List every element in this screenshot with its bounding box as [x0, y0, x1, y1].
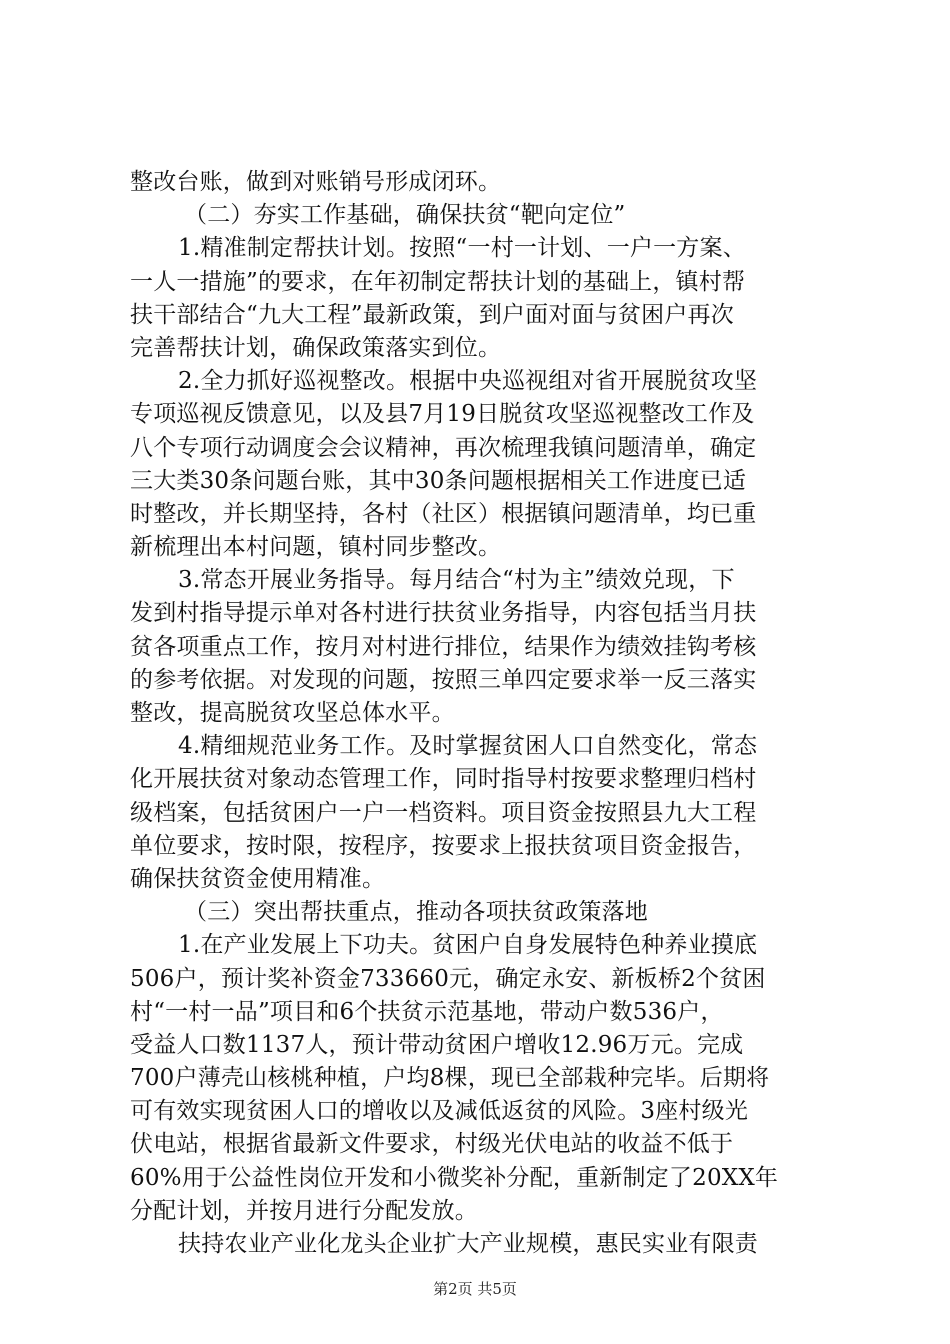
paragraph-line: 506户，预计奖补资金733660元，确定永安、新板桥2个贫困 [130, 965, 766, 992]
paragraph-line: 60%用于公益性岗位开发和小微奖补分配，重新制定了20XX年 [130, 1164, 779, 1191]
paragraph-line: 4.精细规范业务工作。及时掌握贫困人口自然变化，常态 [178, 733, 758, 760]
paragraph-line: 发到村指导提示单对各村进行扶贫业务指导，内容包括当月扶 [130, 600, 757, 627]
paragraph-line: 三大类30条问题台账，其中30条问题根据相关工作进度已适 [130, 467, 747, 494]
paragraph-line: 受益人口数1137人，预计带动贫困户增收12.96万元。完成 [130, 1031, 744, 1058]
paragraph-line: 专项巡视反馈意见，以及县7月19日脱贫攻坚巡视整改工作及 [130, 401, 755, 428]
paragraph-line: 新梳理出本村问题，镇村同步整改。 [130, 534, 502, 561]
paragraph-line: 的参考依据。对发现的问题，按照三单四定要求举一反三落实 [130, 666, 757, 693]
paragraph-line: 完善帮扶计划，确保政策落实到位。 [130, 334, 502, 361]
paragraph-line: 700户薄壳山核桃种植，户均8棵，现已全部栽种完毕。后期将 [130, 1065, 770, 1092]
paragraph-line: 扶持农业产业化龙头企业扩大产业规模，惠民实业有限责 [178, 1231, 758, 1257]
paragraph-line: 村“一村一品”项目和6个扶贫示范基地，带动户数536户， [130, 998, 724, 1025]
section-heading-line: （三）突出帮扶重点，推动各项扶贫政策落地 [184, 899, 648, 926]
section-heading-line: （二）夯实工作基础，确保扶贫“靶向定位” [184, 202, 626, 229]
paragraph-line: 单位要求，按时限，按程序，按要求上报扶贫项目资金报告， [130, 832, 757, 859]
paragraph-line: 化开展扶贫对象动态管理工作，同时指导村按要求整理归档村 [130, 766, 757, 793]
paragraph-line: 伏电站，根据省最新文件要求，村级光伏电站的收益不低于 [130, 1131, 734, 1158]
paragraph-line: 3.常态开展业务指导。每月结合“村为主”绩效兑现，下 [178, 567, 735, 594]
paragraph-line: 八个专项行动调度会会议精神，再次梳理我镇问题清单，确定 [130, 434, 757, 461]
paragraph-line: 扶干部结合“九大工程”最新政策，到户面对面与贫困户再次 [130, 301, 734, 328]
paragraph-line: 整改，提高脱贫攻坚总体水平。 [130, 700, 455, 726]
paragraph-line: 贫各项重点工作，按月对村进行排位，结果作为绩效挂钩考核 [130, 633, 757, 660]
paragraph-line: 1.在产业发展上下功夫。贫困户自身发展特色种养业摸底 [178, 932, 758, 959]
paragraph-line: 分配计划，并按月进行分配发放。 [130, 1197, 478, 1224]
paragraph-line: 时整改，并长期坚持，各村（社区）根据镇问题清单，均已重 [130, 500, 757, 527]
page-footer: 第2页 共5页 [433, 1280, 517, 1298]
paragraph-line: 1.精准制定帮扶计划。按照“一村一计划、一户一方案、 [178, 235, 746, 262]
paragraph-line: 级档案，包括贫困户一户一档资料。项目资金按照县九大工程 [130, 799, 757, 826]
paragraph-line: 一人一措施”的要求，在年初制定帮扶计划的基础上，镇村帮 [130, 268, 746, 295]
paragraph-line: 可有效实现贫困人口的增收以及减低返贫的风险。3座村级光 [130, 1098, 749, 1125]
paragraph-line: 整改台账，做到对账销号形成闭环。 [130, 169, 502, 195]
document-body [130, 166, 830, 1261]
paragraph-line: 确保扶贫资金使用精准。 [130, 865, 386, 892]
paragraph-line: 2.全力抓好巡视整改。根据中央巡视组对省开展脱贫攻坚 [178, 368, 758, 395]
